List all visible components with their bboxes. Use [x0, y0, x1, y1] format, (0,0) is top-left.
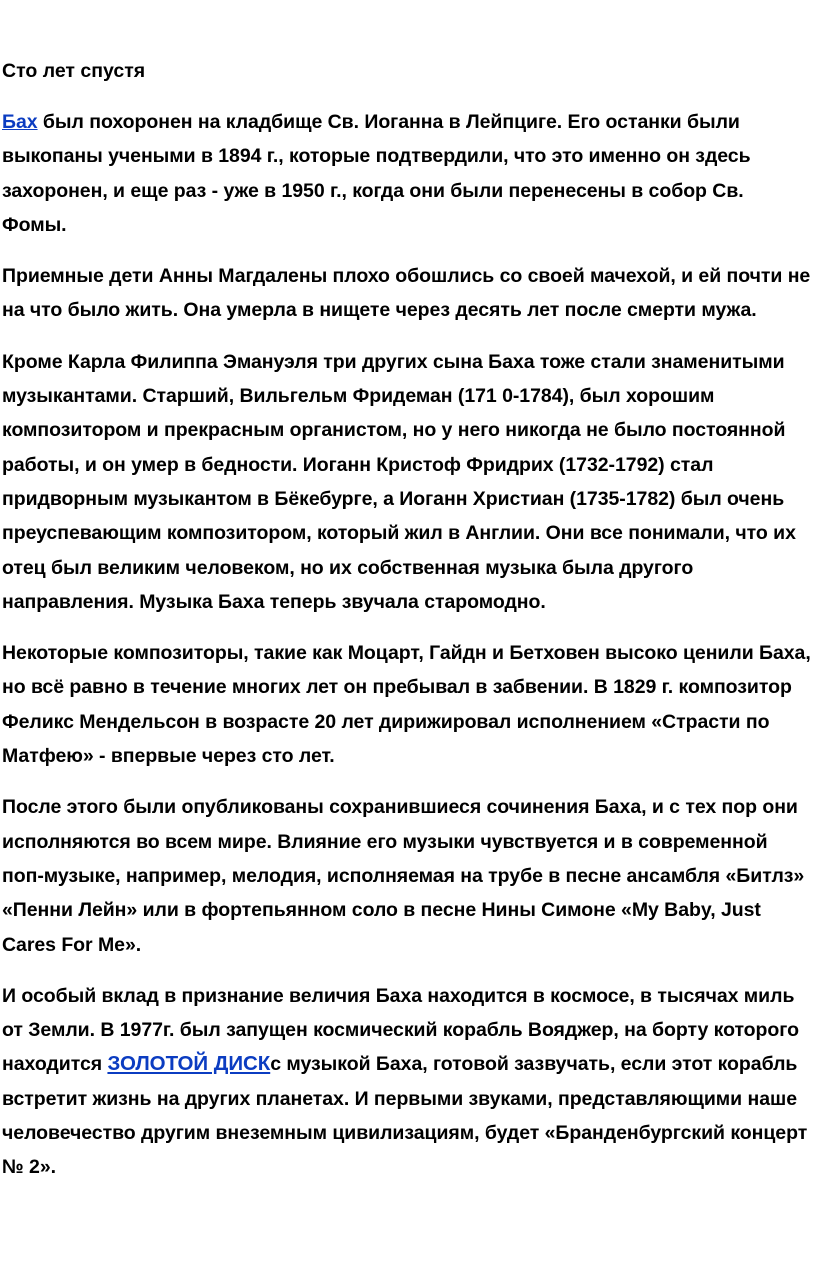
- paragraph-voyager-after: с музыкой Баха, готовой зазвучать, если этот корабль встретит жизнь на других планетах. И первыми звуками, представляющими наше человечество другим внеземным цивилизациям, будет «Бранденбургский концерт № 2».: [2, 1053, 808, 1179]
- page-title: Сто лет спустя: [2, 60, 146, 82]
- bach-link[interactable]: Бах: [2, 111, 38, 133]
- paragraph-anna-magdalena: Приемные дети Анны Магдалены плохо обошлись со своей мачехой, и ей почти не на что было жить. Она умерла в нищете через десять лет после смерти мужа.: [2, 265, 811, 322]
- golden-disc-link[interactable]: ЗОЛОТОЙ ДИСК: [107, 1052, 271, 1076]
- paragraph-composers: Некоторые композиторы, такие как Моцарт, Гайдн и Бетховен высоко ценили Баха, но всё равно в течение многих лет он пребывал в забвении. В 1829 г. композитор Феликс Мендельсон в возрасте 20 лет дирижировал исполнением «Страсти по Матфею» - впервые через сто лет.: [2, 642, 811, 768]
- paragraph-burial-text: был похоронен на кладбище Св. Иоганна в Лейпциге. Его останки были выкопаны учеными в 1894 г., которые подтвердили, что это именно он здесь захоронен, и еще раз - уже в 1950 г., когда они были перенесены в собор Св. Фомы.: [2, 111, 751, 236]
- paragraph-influence: После этого были опубликованы сохранившиеся сочинения Баха, и с тех пор они исполняются во всем мире. Влияние его музыки чувствуется и в современной поп-музыке, например, мелодия, исполняемая на трубе в песне ансамбля «Битлз» «Пенни Лейн» или в фортепьянном соло в песне Нины Симоне «My Baby, Just Cares For Me».: [2, 796, 805, 956]
- paragraph-burial: [2, 105, 812, 242]
- paragraph-sons: Кроме Карла Филиппа Эмануэля три других сына Баха тоже стали знаменитыми музыкантами. Старший, Вильгельм Фридеман (171 0-1784), был хорошим композитором и прекрасным органистом, но у него никогда не было постоянной работы, и он умер в бедности. Иоганн Кристоф Фридрих (1732-1792) стал придворным музыкантом в Бёкебурге, а Иоганн Христиан (1735-1782) был очень преуспевающим композитором, который жил в Англии. Они все понимали, что их отец был великим человеком, но их собственная музыка была другого направления. Музыка Баха теперь звучала старомодно.: [2, 350, 796, 613]
- paragraph-voyager-before: И особый вклад в признание величия Баха находится в космосе, в тысячах миль от Земли. В 1977г. был запущен космический корабль Вояджер, на борту которого находится: [2, 984, 799, 1076]
- paragraph-voyager: [2, 979, 812, 1185]
